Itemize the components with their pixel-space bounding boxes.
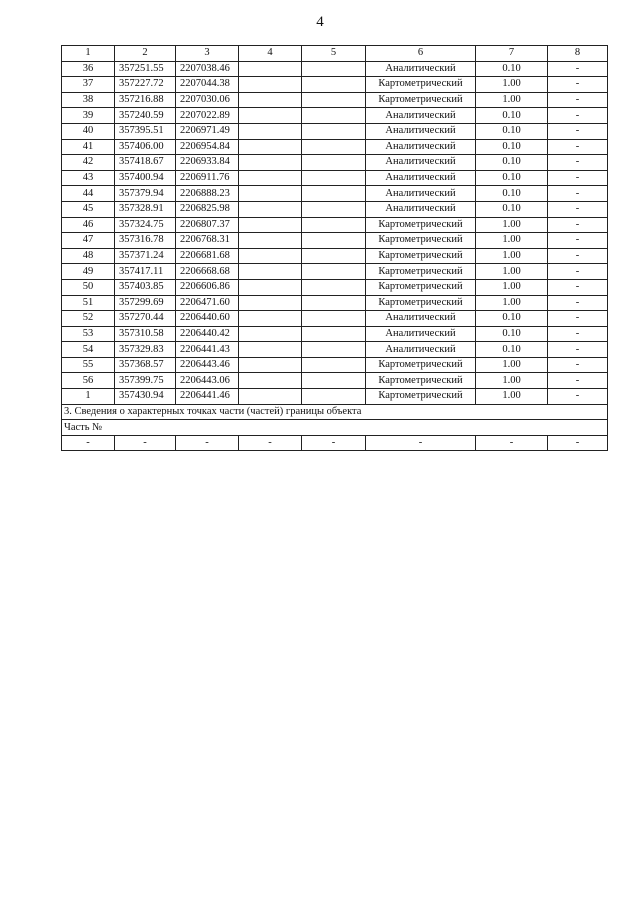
method: Картометрический bbox=[366, 389, 476, 405]
coordinate-y: 2206668.68 bbox=[176, 264, 239, 280]
point-number: 44 bbox=[62, 186, 115, 202]
col-8: - bbox=[548, 233, 608, 249]
col-4 bbox=[239, 170, 302, 186]
col-8: - bbox=[548, 326, 608, 342]
table-row bbox=[62, 201, 608, 217]
accuracy: 1.00 bbox=[476, 217, 548, 233]
point-number: 1 bbox=[62, 389, 115, 405]
method: Аналитический bbox=[366, 170, 476, 186]
coordinate-x: 357399.75 bbox=[115, 373, 176, 389]
method: Аналитический bbox=[366, 139, 476, 155]
method: Картометрический bbox=[366, 248, 476, 264]
coordinate-x: 357316.78 bbox=[115, 233, 176, 249]
col-8: - bbox=[548, 201, 608, 217]
coordinate-y: 2206441.46 bbox=[176, 389, 239, 405]
col-4 bbox=[239, 61, 302, 77]
method: Картометрический bbox=[366, 295, 476, 311]
point-number: 50 bbox=[62, 279, 115, 295]
method: Аналитический bbox=[366, 311, 476, 327]
accuracy: 1.00 bbox=[476, 295, 548, 311]
table-row bbox=[62, 248, 608, 264]
col-8: - bbox=[548, 170, 608, 186]
table-row bbox=[62, 123, 608, 139]
col-5 bbox=[302, 108, 366, 124]
col-5 bbox=[302, 201, 366, 217]
col-8: - bbox=[548, 389, 608, 405]
coordinate-y: 2207044.38 bbox=[176, 77, 239, 93]
coordinate-x: 357227.72 bbox=[115, 77, 176, 93]
accuracy: 1.00 bbox=[476, 233, 548, 249]
column-header: 3 bbox=[176, 46, 239, 62]
coordinate-y: 2206933.84 bbox=[176, 155, 239, 171]
method: Аналитический bbox=[366, 61, 476, 77]
accuracy: 1.00 bbox=[476, 92, 548, 108]
point-number: 47 bbox=[62, 233, 115, 249]
method: Картометрический bbox=[366, 373, 476, 389]
col-5 bbox=[302, 92, 366, 108]
method: Картометрический bbox=[366, 279, 476, 295]
empty-cell: - bbox=[476, 435, 548, 451]
part-label: Часть № bbox=[62, 420, 608, 436]
accuracy: 1.00 bbox=[476, 279, 548, 295]
col-5 bbox=[302, 342, 366, 358]
coordinate-y: 2206954.84 bbox=[176, 139, 239, 155]
table-row bbox=[62, 217, 608, 233]
method: Аналитический bbox=[366, 201, 476, 217]
col-8: - bbox=[548, 139, 608, 155]
col-8: - bbox=[548, 155, 608, 171]
coordinate-x: 357240.59 bbox=[115, 108, 176, 124]
column-header: 5 bbox=[302, 46, 366, 62]
col-4 bbox=[239, 357, 302, 373]
point-number: 43 bbox=[62, 170, 115, 186]
accuracy: 0.10 bbox=[476, 186, 548, 202]
col-5 bbox=[302, 295, 366, 311]
empty-cell: - bbox=[115, 435, 176, 451]
col-4 bbox=[239, 279, 302, 295]
col-4 bbox=[239, 264, 302, 280]
coordinate-x: 357395.51 bbox=[115, 123, 176, 139]
method: Картометрический bbox=[366, 233, 476, 249]
col-8: - bbox=[548, 311, 608, 327]
header-row bbox=[62, 46, 608, 62]
method: Аналитический bbox=[366, 186, 476, 202]
coordinate-y: 2206825.98 bbox=[176, 201, 239, 217]
col-4 bbox=[239, 155, 302, 171]
method: Аналитический bbox=[366, 326, 476, 342]
table-row bbox=[62, 357, 608, 373]
point-number: 40 bbox=[62, 123, 115, 139]
col-5 bbox=[302, 186, 366, 202]
col-5 bbox=[302, 311, 366, 327]
col-4 bbox=[239, 217, 302, 233]
col-4 bbox=[239, 389, 302, 405]
point-number: 48 bbox=[62, 248, 115, 264]
column-header: 4 bbox=[239, 46, 302, 62]
coordinate-x: 357403.85 bbox=[115, 279, 176, 295]
accuracy: 0.10 bbox=[476, 139, 548, 155]
coordinate-x: 357310.58 bbox=[115, 326, 176, 342]
coordinate-x: 357379.94 bbox=[115, 186, 176, 202]
column-header: 1 bbox=[62, 46, 115, 62]
accuracy: 0.10 bbox=[476, 170, 548, 186]
col-4 bbox=[239, 77, 302, 93]
method: Аналитический bbox=[366, 108, 476, 124]
method: Картометрический bbox=[366, 264, 476, 280]
table-row bbox=[62, 61, 608, 77]
accuracy: 1.00 bbox=[476, 389, 548, 405]
coordinate-y: 2206471.60 bbox=[176, 295, 239, 311]
col-4 bbox=[239, 108, 302, 124]
point-number: 46 bbox=[62, 217, 115, 233]
coordinate-y: 2206443.06 bbox=[176, 373, 239, 389]
col-5 bbox=[302, 279, 366, 295]
point-number: 53 bbox=[62, 326, 115, 342]
coordinate-x: 357324.75 bbox=[115, 217, 176, 233]
col-8: - bbox=[548, 248, 608, 264]
method: Аналитический bbox=[366, 123, 476, 139]
table-row bbox=[62, 373, 608, 389]
col-8: - bbox=[548, 373, 608, 389]
accuracy: 1.00 bbox=[476, 373, 548, 389]
column-header: 7 bbox=[476, 46, 548, 62]
coordinate-x: 357400.94 bbox=[115, 170, 176, 186]
coordinate-y: 2207022.89 bbox=[176, 108, 239, 124]
empty-cell: - bbox=[366, 435, 476, 451]
table-row bbox=[62, 264, 608, 280]
accuracy: 0.10 bbox=[476, 201, 548, 217]
col-5 bbox=[302, 139, 366, 155]
boundary-points-table bbox=[61, 45, 608, 451]
table-row bbox=[62, 108, 608, 124]
coordinate-x: 357430.94 bbox=[115, 389, 176, 405]
coordinate-x: 357328.91 bbox=[115, 201, 176, 217]
coordinate-y: 2206440.60 bbox=[176, 311, 239, 327]
accuracy: 1.00 bbox=[476, 357, 548, 373]
empty-cell: - bbox=[302, 435, 366, 451]
method: Картометрический bbox=[366, 92, 476, 108]
col-4 bbox=[239, 201, 302, 217]
coordinate-x: 357368.57 bbox=[115, 357, 176, 373]
table-row bbox=[62, 342, 608, 358]
col-8: - bbox=[548, 123, 608, 139]
col-5 bbox=[302, 123, 366, 139]
table-row bbox=[62, 92, 608, 108]
col-5 bbox=[302, 217, 366, 233]
coordinate-x: 357216.88 bbox=[115, 92, 176, 108]
point-number: 38 bbox=[62, 92, 115, 108]
col-4 bbox=[239, 248, 302, 264]
col-8: - bbox=[548, 264, 608, 280]
empty-cell: - bbox=[548, 435, 608, 451]
method: Картометрический bbox=[366, 77, 476, 93]
col-4 bbox=[239, 123, 302, 139]
col-5 bbox=[302, 373, 366, 389]
point-number: 55 bbox=[62, 357, 115, 373]
table-row bbox=[62, 139, 608, 155]
accuracy: 1.00 bbox=[476, 248, 548, 264]
coordinate-y: 2206443.46 bbox=[176, 357, 239, 373]
column-header: 2 bbox=[115, 46, 176, 62]
empty-cell: - bbox=[176, 435, 239, 451]
point-number: 51 bbox=[62, 295, 115, 311]
col-8: - bbox=[548, 92, 608, 108]
empty-cell: - bbox=[62, 435, 115, 451]
method: Картометрический bbox=[366, 357, 476, 373]
coordinate-x: 357417.11 bbox=[115, 264, 176, 280]
col-8: - bbox=[548, 357, 608, 373]
column-header: 8 bbox=[548, 46, 608, 62]
col-5 bbox=[302, 248, 366, 264]
part-row bbox=[62, 420, 608, 436]
method: Аналитический bbox=[366, 342, 476, 358]
col-5 bbox=[302, 77, 366, 93]
col-5 bbox=[302, 170, 366, 186]
table-row bbox=[62, 326, 608, 342]
col-4 bbox=[239, 295, 302, 311]
col-5 bbox=[302, 155, 366, 171]
coordinate-y: 2206807.37 bbox=[176, 217, 239, 233]
col-8: - bbox=[548, 61, 608, 77]
col-8: - bbox=[548, 77, 608, 93]
table-row bbox=[62, 389, 608, 405]
table-row bbox=[62, 170, 608, 186]
point-number: 39 bbox=[62, 108, 115, 124]
table-row bbox=[62, 279, 608, 295]
column-header: 6 bbox=[366, 46, 476, 62]
point-number: 36 bbox=[62, 61, 115, 77]
point-number: 41 bbox=[62, 139, 115, 155]
table-row bbox=[62, 186, 608, 202]
coordinate-y: 2207038.46 bbox=[176, 61, 239, 77]
col-8: - bbox=[548, 217, 608, 233]
point-number: 56 bbox=[62, 373, 115, 389]
accuracy: 0.10 bbox=[476, 108, 548, 124]
accuracy: 1.00 bbox=[476, 264, 548, 280]
table-row bbox=[62, 295, 608, 311]
coordinate-x: 357251.55 bbox=[115, 61, 176, 77]
col-5 bbox=[302, 61, 366, 77]
point-number: 42 bbox=[62, 155, 115, 171]
col-5 bbox=[302, 357, 366, 373]
point-number: 49 bbox=[62, 264, 115, 280]
accuracy: 0.10 bbox=[476, 342, 548, 358]
col-5 bbox=[302, 389, 366, 405]
table-row bbox=[62, 233, 608, 249]
col-5 bbox=[302, 233, 366, 249]
col-4 bbox=[239, 326, 302, 342]
accuracy: 0.10 bbox=[476, 326, 548, 342]
accuracy: 1.00 bbox=[476, 77, 548, 93]
col-4 bbox=[239, 186, 302, 202]
accuracy: 0.10 bbox=[476, 61, 548, 77]
coordinate-x: 357406.00 bbox=[115, 139, 176, 155]
col-4 bbox=[239, 311, 302, 327]
table-row bbox=[62, 77, 608, 93]
section-title: 3. Сведения о характерных точках части (частей) границы объекта bbox=[62, 404, 608, 420]
coordinate-y: 2206440.42 bbox=[176, 326, 239, 342]
table-row bbox=[62, 311, 608, 327]
dash-row bbox=[62, 435, 608, 451]
col-8: - bbox=[548, 279, 608, 295]
coordinate-y: 2207030.06 bbox=[176, 92, 239, 108]
point-number: 37 bbox=[62, 77, 115, 93]
coordinate-x: 357270.44 bbox=[115, 311, 176, 327]
col-8: - bbox=[548, 108, 608, 124]
coordinate-y: 2206441.43 bbox=[176, 342, 239, 358]
page-number: 4 bbox=[316, 14, 324, 30]
point-number: 54 bbox=[62, 342, 115, 358]
table-row bbox=[62, 155, 608, 171]
coordinate-x: 357418.67 bbox=[115, 155, 176, 171]
coordinate-x: 357299.69 bbox=[115, 295, 176, 311]
coordinate-y: 2206681.68 bbox=[176, 248, 239, 264]
point-number: 52 bbox=[62, 311, 115, 327]
coordinate-y: 2206888.23 bbox=[176, 186, 239, 202]
coordinate-x: 357371.24 bbox=[115, 248, 176, 264]
accuracy: 0.10 bbox=[476, 311, 548, 327]
coordinate-y: 2206911.76 bbox=[176, 170, 239, 186]
accuracy: 0.10 bbox=[476, 123, 548, 139]
coordinate-y: 2206606.86 bbox=[176, 279, 239, 295]
col-4 bbox=[239, 92, 302, 108]
col-4 bbox=[239, 139, 302, 155]
method: Картометрический bbox=[366, 217, 476, 233]
col-8: - bbox=[548, 186, 608, 202]
empty-cell: - bbox=[239, 435, 302, 451]
coordinate-y: 2206768.31 bbox=[176, 233, 239, 249]
coordinate-y: 2206971.49 bbox=[176, 123, 239, 139]
col-8: - bbox=[548, 342, 608, 358]
accuracy: 0.10 bbox=[476, 155, 548, 171]
col-4 bbox=[239, 373, 302, 389]
section-row bbox=[62, 404, 608, 420]
col-4 bbox=[239, 342, 302, 358]
point-number: 45 bbox=[62, 201, 115, 217]
coordinate-x: 357329.83 bbox=[115, 342, 176, 358]
col-5 bbox=[302, 326, 366, 342]
method: Аналитический bbox=[366, 155, 476, 171]
col-4 bbox=[239, 233, 302, 249]
col-5 bbox=[302, 264, 366, 280]
col-8: - bbox=[548, 295, 608, 311]
